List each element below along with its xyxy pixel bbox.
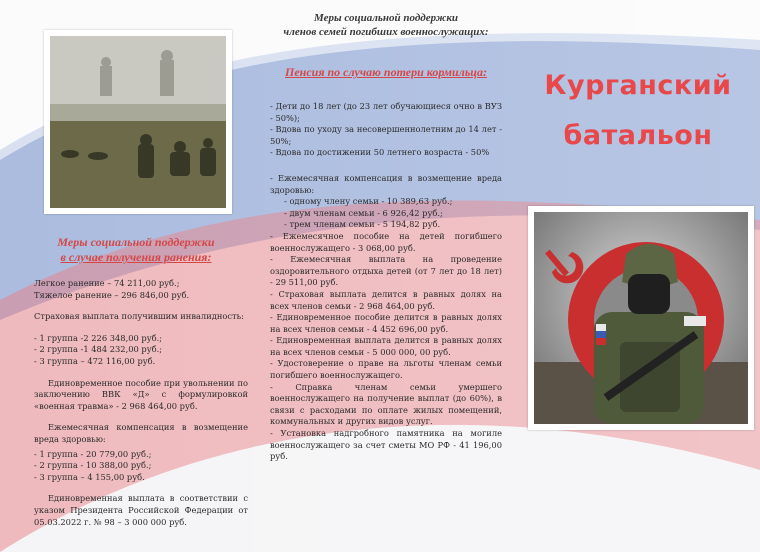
injury-heavy: Тяжелое ранение – 296 846,00 руб. <box>34 289 190 300</box>
comp-title: - Ежемесячная компенсация в возмещение вреда здоровью: <box>270 172 502 195</box>
monthly-item: - 2 группа - 10 388,00 руб.; <box>34 460 152 471</box>
monthly-item: - 3 группа – 4 155,00 руб. <box>34 471 145 482</box>
comp-item: - трем членам семьи - 5 194,82 руб. <box>284 219 441 230</box>
support-item: - Страховая выплата делится в равных долях на всех членов семьи - 2 968 464,00 руб. <box>270 288 502 311</box>
injury-light: Легкое ранение – 74 211,00 руб.; <box>34 278 180 288</box>
support-item: - Единовременная выплата делится в равных долях на всех членов семьи - 5 000 000, 00 руб. <box>270 335 502 357</box>
monthly-item: - 1 группа - 20 779,00 руб.; <box>34 448 152 459</box>
insurance-item: - 2 группа -1 484 232,00 руб.; <box>34 344 163 355</box>
soldiers-field-photo <box>44 30 232 214</box>
support-item: - Удостоверение о праве на льготы членам семьи погибшего военнослужащего. <box>270 358 502 381</box>
monthly-comp-title: Ежемесячная компенсация в возмещение вреда здоровью: <box>34 422 248 444</box>
middle-column-text <box>270 101 502 463</box>
support-item: - Ежемесячная выплата на проведение оздоровительного отдыха детей (от 7 лет до 18 лет) - 29 511,00 руб. <box>270 254 502 288</box>
brochure-title-line1: Курганский <box>544 70 732 101</box>
support-item: - Справка членам семьи умершего военнослужащего на получение выплат (до 60%), в связи с расходами по оплате жилых помещений, коммунальных и других видов услуг. <box>270 381 502 427</box>
pension-item: - Вдова по достижении 50 летнего возраста - 50% <box>270 147 490 158</box>
left-heading: Меры социальной поддержки в случае получения ранения: <box>57 235 215 264</box>
insurance-item: - 1 группа -2 226 348,00 руб.; <box>34 332 163 343</box>
brochure-title-line2: батальон <box>563 120 713 151</box>
comp-item: - одному члену семьи - 10 389,63 руб.; <box>284 196 453 207</box>
pension-heading: Пенсия по случаю потери кормильца: <box>285 65 487 79</box>
support-item: - Единовременное пособие делится в равных долях на всех членов семьи - 4 452 696,00 руб. <box>270 312 502 334</box>
dismissal-benefit: Единовременное пособие при увольнении по заключению ВВК «Д» с формулировкой «военная травма» - 2 968 464,00 руб. <box>34 377 248 411</box>
support-item: - Ежемесячное пособие на детей погибшего военнослужащего - 3 068,00 руб. <box>270 230 502 253</box>
decree-payment: Единовременная выплата в соответствии с указом Президента Российской Федерации от 05.03.2022 г. № 98 – 3 000 000 руб. <box>34 493 248 527</box>
middle-heading: Меры социальной поддержки членов семей погибших военнослужащих: <box>283 12 489 38</box>
pension-item: - Вдова по уходу за несовершеннолетним до 14 лет - 50%; <box>270 124 502 146</box>
pension-item: - Дети до 18 лет (до 23 лет обучающиеся очно в ВУЗ - 50%); <box>270 101 502 123</box>
left-column-text <box>34 278 248 528</box>
insurance-title: Страховая выплата получившим инвалидность: <box>34 311 244 322</box>
support-item: - Установка надгробного памятника на могиле военнослужащего за счет сметы МО РФ - 41 196,00 руб. <box>270 428 502 462</box>
comp-item: - двум членам семьи - 6 926,42 руб.; <box>284 207 443 218</box>
insurance-item: - 3 группа – 472 116,00 руб. <box>34 355 156 366</box>
soldier-portrait-photo <box>528 206 754 430</box>
